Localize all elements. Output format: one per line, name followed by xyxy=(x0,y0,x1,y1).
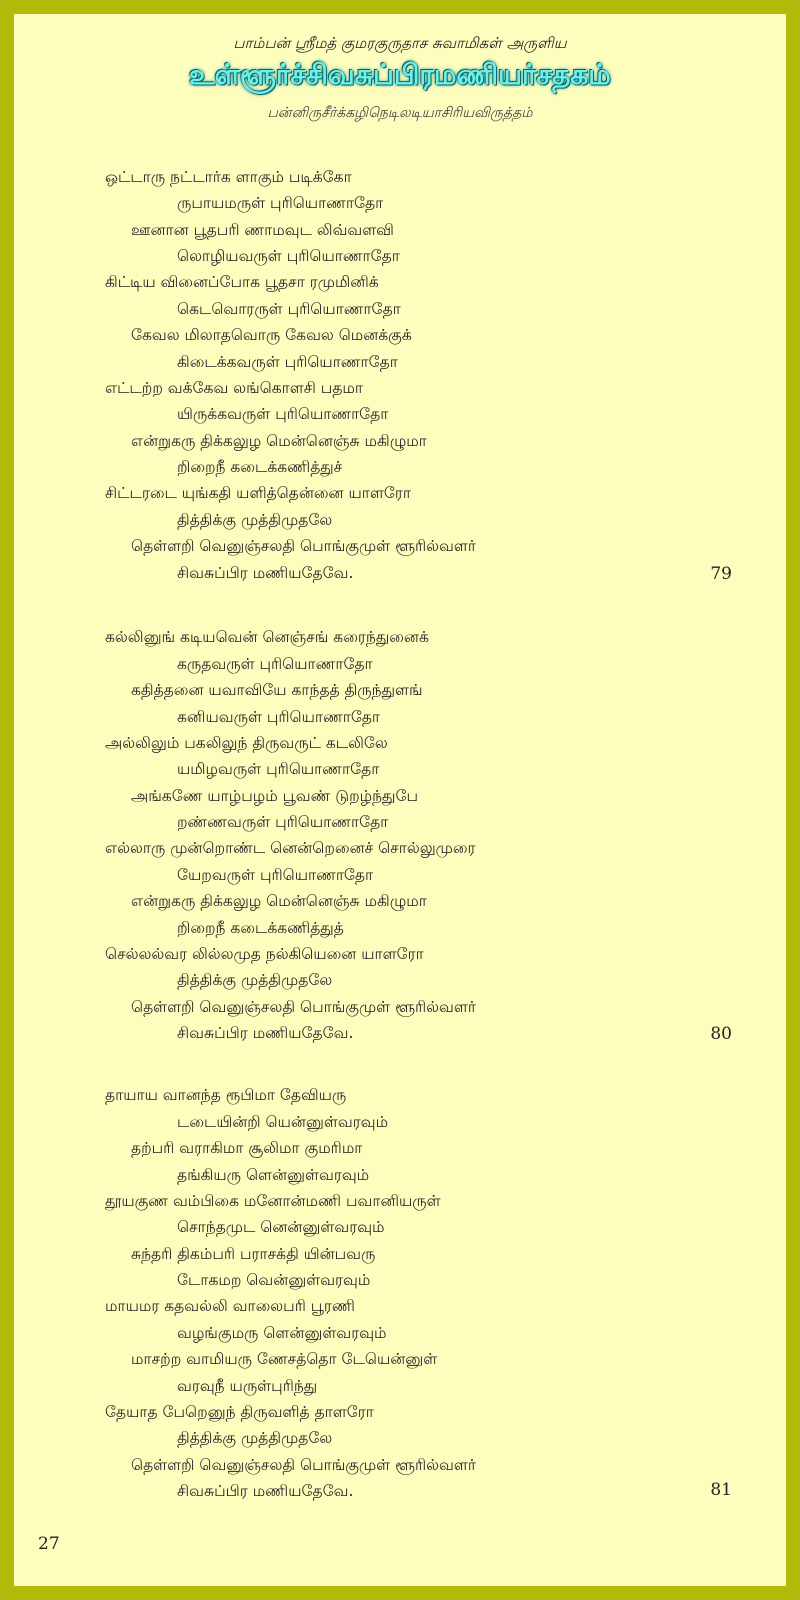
verse-line: ஒட்டாரு நட்டார்க ளாகும் படிக்கோ xyxy=(105,168,352,186)
verse-line: தித்திக்கு முத்திமுதலே xyxy=(177,511,333,529)
verse-line: கிடைக்கவருள் புரியொணாதோ xyxy=(177,353,398,371)
verse-line: தூயகுண வம்பிகை மனோன்மணி பவானியருள் xyxy=(105,1192,441,1210)
verse-line: அங்கணே யாழ்பழம் பூவண் டுறழ்ந்துபே xyxy=(131,787,419,805)
verse-line: அல்லிலும் பகலிலுந் திருவருட் கடலிலே xyxy=(105,734,388,752)
verse-line: என்றுகரு திக்கலுழ மென்னெஞ்சு மகிழுமா xyxy=(131,432,427,450)
verse-line: கனியவருள் புரியொணாதோ xyxy=(177,708,381,726)
author-line: பாம்பன் ஸ்ரீமத் குமரகுருதாச சுவாமிகள் அருளிய xyxy=(233,34,567,52)
page xyxy=(14,14,786,1586)
verse-line: கேவல மிலாதவொரு கேவல மெனக்குக் xyxy=(131,326,412,344)
verse-line: தெள்ளறி வெனுஞ்சலதி பொங்குமுள் ளூரில்வளர் xyxy=(131,537,476,555)
verse-line: கதித்தனை யவாவியே காந்தத் திருந்துளங் xyxy=(131,681,423,699)
meter-subtitle: பன்னிருசீர்க்கழிநெடிலடியாசிரியவிருத்தம் xyxy=(267,105,533,121)
verse-line: சிட்டரடை யுங்கதி யளித்தென்னை யாளரோ xyxy=(105,484,411,502)
verse-line: தெள்ளறி வெனுஞ்சலதி பொங்குமுள் ளூரில்வளர் xyxy=(131,1456,476,1474)
verse-line: கெடவொரருள் புரியொணாதோ xyxy=(177,300,401,318)
verse-line: எல்லாரு முன்றொண்ட னென்றெனைச் சொல்லுமுரை xyxy=(105,839,476,857)
verse-line: சிவசுப்பிர மணியதேவே. xyxy=(177,564,354,582)
verse-line: சுந்தரி திகம்பரி பராசக்தி யின்பவரு xyxy=(131,1245,376,1263)
verse-line: கருதவருள் புரியொணாதோ xyxy=(177,655,373,673)
verse-line: தித்திக்கு முத்திமுதலே xyxy=(177,1429,333,1447)
verse-line: ஊனான பூதபரி ணாமவுட லிவ்வளவி xyxy=(131,221,394,239)
verse-line: மாசற்ற வாமியரு ணேசத்தொ டேயென்னுள் xyxy=(131,1350,438,1368)
verse-line: தங்கியரு ளென்னுள்வரவும் xyxy=(177,1166,370,1184)
verse-line: தாயாய வானந்த ரூபிமா தேவியரு xyxy=(105,1086,347,1104)
page-title: உள்ளூர்ச்சிவசுப்பிரமணியர்சதகம் xyxy=(189,58,611,91)
verse-line: றண்ணவருள் புரியொணாதோ xyxy=(177,813,389,831)
verse-line: டோகமற வென்னுள்வரவும் xyxy=(177,1271,371,1289)
verse-line: லொழியவருள் புரியொணாதோ xyxy=(177,247,400,265)
verse-line: சிவசுப்பிர மணியதேவே. xyxy=(177,1482,354,1500)
verse-line: சிவசுப்பிர மணியதேவே. xyxy=(177,1024,354,1042)
verse-line: வழங்குமரு ளென்னுள்வரவும் xyxy=(177,1324,387,1342)
verse-line: என்றுகரு திக்கலுழ மென்னெஞ்சு மகிழுமா xyxy=(131,892,427,910)
verse-line: கல்லினுங் கடியவென் னெஞ்சங் கரைந்துனைக் xyxy=(105,628,429,646)
verse-line: வரவுநீ யருள்புரிந்து xyxy=(177,1377,318,1395)
verse-number: 80 xyxy=(710,1024,732,1044)
verse-line: யிருக்கவருள் புரியொணாதோ xyxy=(177,405,389,423)
verse-line: தற்பரி வராகிமா சூலிமா குமரிமா xyxy=(131,1139,363,1157)
verse-line: யமிழவருள் புரியொணாதோ xyxy=(177,760,380,778)
verse-line: தேயாத பேறெனுந் திருவளித் தாளரோ xyxy=(105,1403,374,1421)
verse-line: செல்லல்வர லில்லமுத நல்கியெனை யாளரோ xyxy=(105,945,424,963)
verse-line: தித்திக்கு முத்திமுதலே xyxy=(177,971,333,989)
verse-line: டடையின்றி யென்னுள்வரவும் xyxy=(177,1113,389,1131)
verse-line: றிறைநீ கடைக்கணித்துத் xyxy=(177,919,344,937)
verse-line: யேறவருள் புரியொணாதோ xyxy=(177,866,374,884)
verse-line: எட்டற்ற வக்கேவ லங்கொளசி பதமா xyxy=(105,379,363,397)
verse-line: ருபாயமருள் புரியொணாதோ xyxy=(177,194,384,212)
verse-number: 81 xyxy=(710,1480,732,1500)
verse-number: 79 xyxy=(710,564,732,584)
verse-line: தெள்ளறி வெனுஞ்சலதி பொங்குமுள் ளூரில்வளர் xyxy=(131,998,476,1016)
verse-line: றிறைநீ கடைக்கணித்துச் xyxy=(177,458,343,476)
page-number: 27 xyxy=(38,1534,60,1554)
verse-line: கிட்டிய வினைப்போக பூதசா ரமுமினிக் xyxy=(105,273,379,291)
verse-line: மாயமர கதவல்லி வாலைபரி பூரணி xyxy=(105,1297,355,1315)
verse-line: சொந்தமுட னென்னுள்வரவும் xyxy=(177,1218,385,1236)
